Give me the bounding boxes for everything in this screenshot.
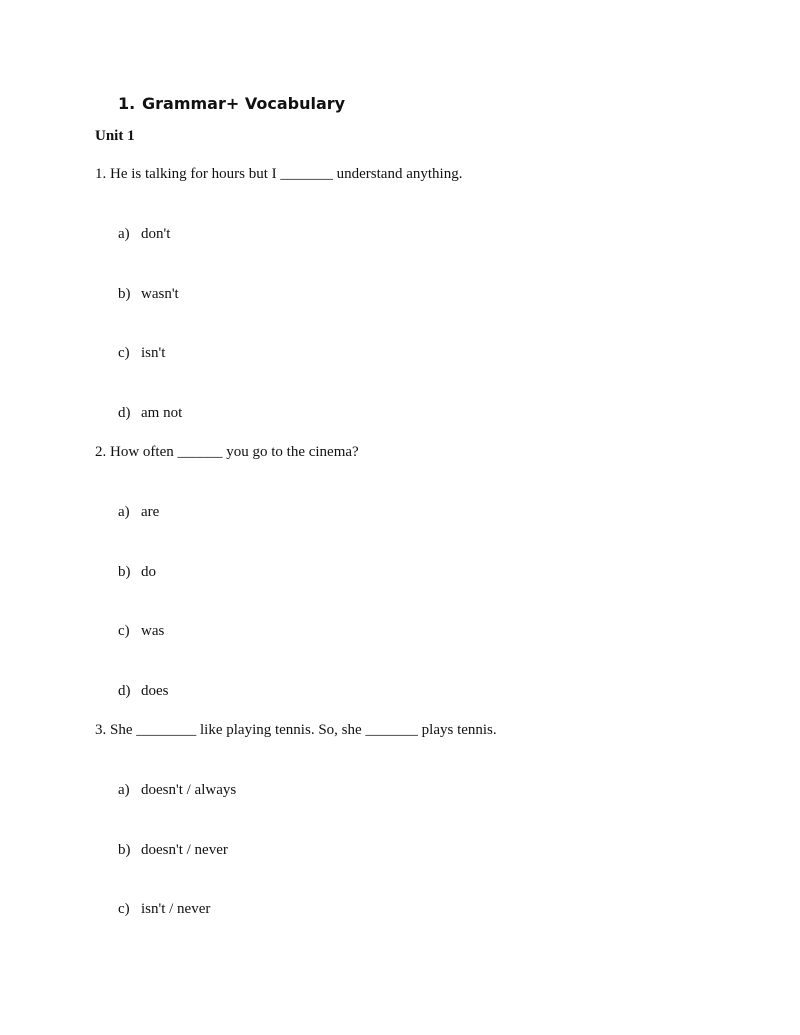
option-text: are	[141, 504, 160, 520]
option-text: does	[141, 683, 169, 699]
option-text: don't	[141, 226, 171, 242]
option-letter: c)	[118, 623, 130, 639]
option-3c	[118, 901, 210, 918]
option-2c	[118, 623, 164, 640]
option-text: isn't / never	[141, 901, 211, 917]
option-text: doesn't / never	[141, 842, 228, 858]
option-1b	[118, 286, 179, 303]
option-1a	[118, 226, 170, 243]
option-letter: a)	[118, 504, 130, 520]
option-text: was	[141, 623, 165, 639]
question-2: 2. How often ______ you go to the cinema?	[95, 444, 359, 460]
option-text: do	[141, 564, 156, 580]
option-3a	[118, 782, 236, 799]
option-3b	[118, 842, 228, 859]
option-letter: b)	[118, 564, 131, 580]
section-heading	[118, 94, 345, 113]
section-number: 1.	[118, 94, 136, 113]
unit-label: Unit 1	[95, 128, 135, 144]
option-text: isn't	[141, 345, 166, 361]
question-1: 1. He is talking for hours but I _______ understand anything.	[95, 166, 463, 182]
section-title: Grammar+ Vocabulary	[142, 94, 346, 113]
option-letter: a)	[118, 226, 130, 242]
option-text: doesn't / always	[141, 782, 237, 798]
option-letter: b)	[118, 286, 131, 302]
option-letter: c)	[118, 345, 130, 361]
option-1d	[118, 405, 182, 422]
option-text: am not	[141, 405, 183, 421]
option-letter: c)	[118, 901, 130, 917]
question-3: 3. She ________ like playing tennis. So, she _______ plays tennis.	[95, 722, 497, 738]
option-2b	[118, 564, 156, 581]
option-1c	[118, 345, 165, 362]
option-text: wasn't	[141, 286, 179, 302]
option-2d	[118, 683, 169, 700]
option-letter: d)	[118, 405, 131, 421]
option-letter: d)	[118, 683, 131, 699]
option-2a	[118, 504, 159, 521]
option-letter: a)	[118, 782, 130, 798]
option-letter: b)	[118, 842, 131, 858]
